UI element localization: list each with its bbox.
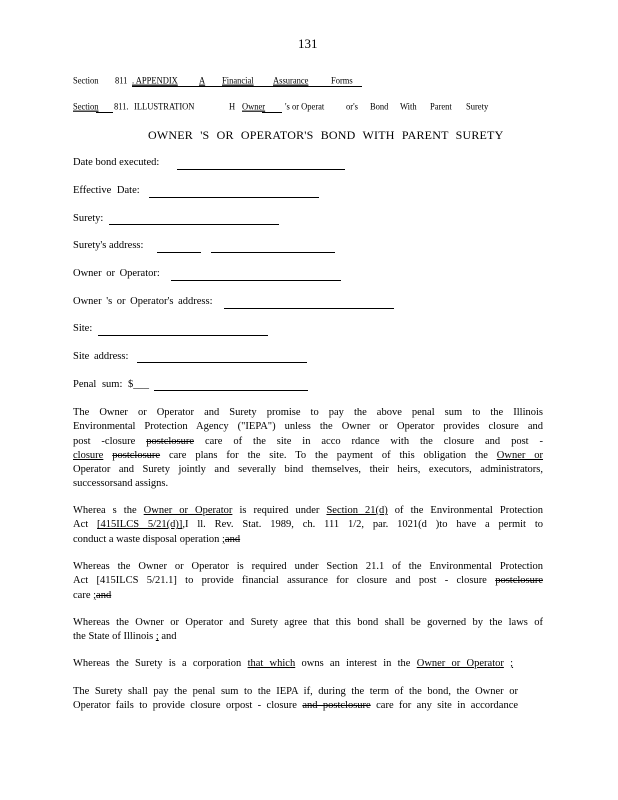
p6-strike: and postclosure <box>302 700 371 712</box>
p1-line-2: Environmental Protection Agency ("IEPA") unless the Owner or Operator provides closure and <box>73 421 543 433</box>
paragraph-corporation <box>73 657 513 671</box>
p3-strike: postclosure <box>495 575 544 587</box>
p5-text: Whereas the Surety is a corporation <box>73 658 242 669</box>
page-number: 131 <box>298 36 318 51</box>
p3-strike: and <box>96 589 112 601</box>
p5-underline: that which <box>247 658 296 669</box>
header-underline-1 <box>132 86 362 87</box>
p2-underline: Section 21(d) <box>326 505 388 516</box>
paragraph-financial-assurance <box>73 560 543 603</box>
header-assurance: Assurance <box>273 74 309 86</box>
p1-line-1: The Owner or Operator and Surety promise to pay the above penal sum to the Illinois <box>73 407 543 418</box>
p6-line-1: The Surety shall pay the penal sum to the IEPA if, during the term of the bond, the Owner or <box>73 686 518 697</box>
p6-text: care for any site in accordance <box>376 700 519 712</box>
p5-underline: ; <box>510 658 514 669</box>
p1-text: care plans for the site. To the payment of this obligation the <box>168 449 488 461</box>
site-address-label: Site address: <box>73 351 129 362</box>
header-number: 811 <box>115 74 128 86</box>
p2-text: of the Environmental Protection <box>394 505 544 516</box>
p3-line-3 <box>73 589 543 603</box>
p3-text: Act [415ILCS 5/21.1] to provide financial assurance for closure and post - closure <box>73 575 487 587</box>
p1-text: post -closure <box>73 435 136 447</box>
p2-text: is required under <box>239 505 320 516</box>
form-title: OWNER 'S OR OPERATOR'S BOND WITH PARENT SURETY <box>148 128 504 142</box>
header2-gap-underline <box>96 112 113 113</box>
header-section: Section <box>73 74 99 86</box>
paragraph-surety-pay <box>73 685 518 714</box>
p2-text: conduct a waste disposal operation <box>73 533 220 545</box>
p1-line-5: Operator and Surety jointly and severally bind themselves, their heirs, executors, administrators, <box>73 464 543 476</box>
p4-line-2 <box>73 630 543 644</box>
p5-text: owns an interest in the <box>301 658 411 669</box>
header2-parent: Parent <box>430 100 452 112</box>
p6-line-2 <box>73 699 518 713</box>
p1-text: care of the site in acco rdance with the closure and post - <box>204 435 544 447</box>
p4-text: and <box>161 631 177 643</box>
surety-address-line-2[interactable] <box>211 252 335 253</box>
p1-line-6: successorsand assigns. <box>73 478 169 490</box>
owner-operator-address-label: Owner 's or Operator's address: <box>73 296 213 307</box>
surety-line[interactable] <box>109 224 279 225</box>
header2-letter: H <box>229 100 236 112</box>
header-financial: Financial <box>222 74 254 86</box>
date-executed-line[interactable] <box>177 169 345 170</box>
p3-line-2 <box>73 574 543 588</box>
p5-underline: Owner or Operator <box>416 658 504 669</box>
header2-bond: Bond <box>370 100 389 112</box>
header2-ors: or's <box>346 100 358 112</box>
p2-text: Act <box>73 519 89 531</box>
p3-text: care <box>73 589 91 601</box>
surety-address-label: Surety's address: <box>73 240 144 251</box>
header2-owner-underline <box>262 112 282 113</box>
p2-line-2 <box>73 518 543 532</box>
p1-underline: closure <box>73 449 104 461</box>
header2-owner: Owner <box>242 100 266 112</box>
site-line[interactable] <box>98 335 268 336</box>
site-address-line[interactable] <box>137 362 307 363</box>
site-label: Site: <box>73 323 93 334</box>
header2-illustration: ILLUSTRATION <box>134 100 195 112</box>
header-letter: A <box>199 74 206 86</box>
p5-line-1 <box>73 657 513 671</box>
p2-underline: [415ILCS 5/21(d)] <box>97 519 183 531</box>
surety-label: Surety: <box>73 213 104 224</box>
p2-text: ,I ll. Rev. Stat. 1989, ch. 111 1/2, par. 1021(d )to have a permit to <box>182 519 543 531</box>
p1-underline: Owner or <box>496 449 544 461</box>
header2-with: With <box>400 100 417 112</box>
owner-operator-label: Owner or Operator: <box>73 268 160 279</box>
p2-underline: ; <box>222 533 225 545</box>
p2-line-3 <box>73 533 543 547</box>
paragraph-permit <box>73 504 543 547</box>
date-executed-label: Date bond executed: <box>73 157 160 168</box>
p1-strike: postclosure <box>112 449 161 461</box>
p3-underline: ; <box>93 589 97 601</box>
header-forms: Forms <box>331 74 353 86</box>
effective-date-label: Effective Date: <box>73 185 140 196</box>
penal-sum-label: Penal sum: $___ <box>73 379 149 390</box>
p1-strike: postclosure <box>146 435 195 447</box>
p2-line-1 <box>73 504 543 518</box>
p3-line-1: Whereas the Owner or Operator is required under Section 21.1 of the Environmental Protection <box>73 561 543 572</box>
header2-section: Section <box>73 100 99 112</box>
paragraph-promise <box>73 406 543 492</box>
p2-text: Wherea s the <box>73 505 137 516</box>
p4-underline: ; <box>155 631 159 643</box>
header2-surety: Surety <box>466 100 489 112</box>
owner-operator-address-line[interactable] <box>224 308 394 309</box>
p2-strike: and <box>224 533 241 545</box>
p1-line-3 <box>73 435 543 449</box>
penal-sum-line[interactable] <box>154 390 308 391</box>
p2-underline: Owner or Operator <box>143 505 233 516</box>
p6-text: Operator fails to provide closure orpost - closure <box>73 700 297 712</box>
header2-number: 811. <box>114 100 129 112</box>
effective-date-line[interactable] <box>149 197 319 198</box>
surety-address-line-1[interactable] <box>157 252 201 253</box>
paragraph-governing-law <box>73 616 543 645</box>
p4-text: the State of Illinois <box>73 631 154 643</box>
header-appendix: . APPENDIX <box>132 74 178 86</box>
owner-operator-line[interactable] <box>171 280 341 281</box>
header2-operat: 's or Operat <box>285 100 325 112</box>
p1-line-4 <box>73 449 543 463</box>
p4-line-1: Whereas the Owner or Operator and Surety agree that this bond shall be governed by the laws of <box>73 617 543 628</box>
